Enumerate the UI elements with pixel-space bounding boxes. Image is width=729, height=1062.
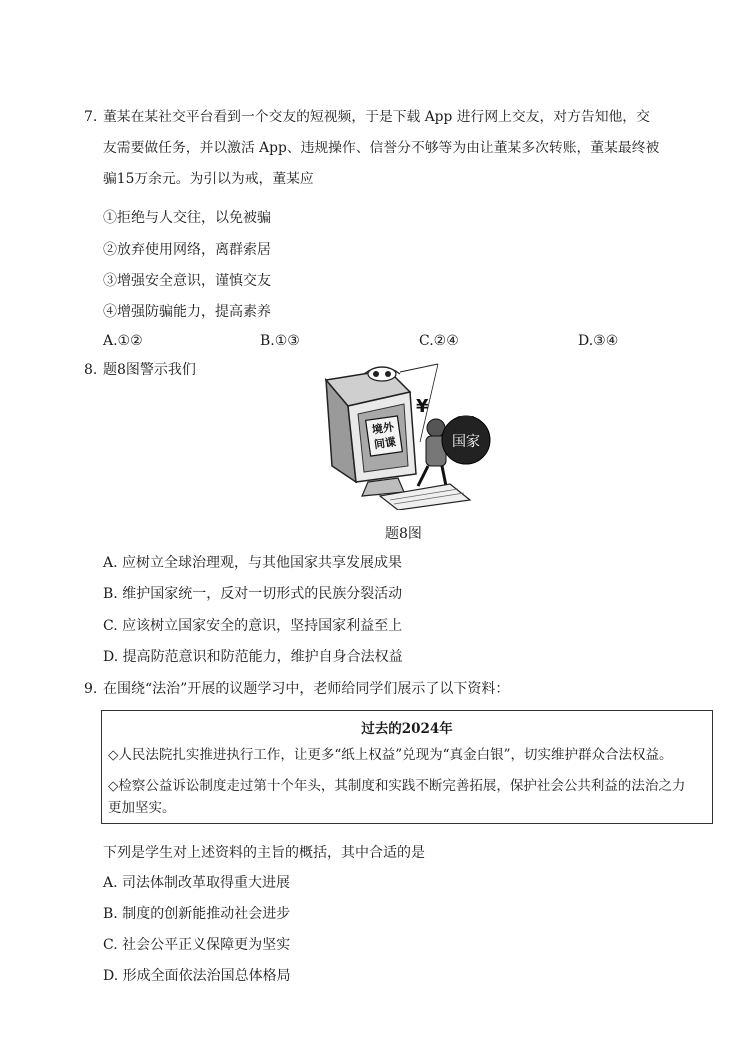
option-d[interactable]: D.③④ <box>578 333 619 349</box>
screen-text-line-1: 境外 <box>371 420 395 437</box>
spy-illustration <box>318 362 498 510</box>
option-b[interactable]: B. 维护国家统一，反对一切形式的民族分裂活动 <box>103 586 403 602</box>
option-d[interactable]: D. 形成全面依法治国总体格局 <box>103 968 291 984</box>
question-number: 7. <box>84 109 98 125</box>
question-stem: 题8图警示我们 <box>103 362 196 378</box>
question-number: 9. <box>84 681 98 697</box>
question-stem-line: 友需要做任务，并以激活 App、违规操作、信誉分不够等为由让董某多次转账，董某最终被 <box>103 140 660 156</box>
option-c[interactable]: C. 社会公平正义保障更为坚实 <box>103 937 291 953</box>
question-stem-line: 董某在某社交平台看到一个交友的短视频，于是下载 App 进行网上交友，对方告知他，交 <box>103 109 650 125</box>
question-prompt: 下列是学生对上述资料的主旨的概括，其中合适的是 <box>103 845 425 861</box>
figure-caption: 题8图 <box>385 526 422 542</box>
option-b[interactable]: B. 制度的创新能推动社会进步 <box>103 906 291 922</box>
statement-1: ①拒绝与人交往，以免被骗 <box>103 210 271 226</box>
answer-options <box>103 333 663 353</box>
option-a[interactable]: A.①② <box>103 333 143 349</box>
question-stem: 在围绕“法治”开展的议题学习中，老师给同学们展示了以下资料： <box>103 681 510 697</box>
illustration-drawing <box>318 362 498 510</box>
material-line: ◇检察公益诉讼制度走过第十个年头，其制度和实践不断完善拓展，保护社会公共利益的法治之力 <box>108 778 686 794</box>
material-line: 更加坚实。 <box>108 800 176 816</box>
statement-2: ②放弃使用网络，离群索居 <box>103 242 271 258</box>
material-title: 过去的2024年 <box>361 721 453 737</box>
option-d[interactable]: D. 提高防范意识和防范能力，维护自身合法权益 <box>103 649 403 665</box>
option-c[interactable]: C. 应该树立国家安全的意识，坚持国家利益至上 <box>103 618 403 634</box>
option-a[interactable]: A. 应树立全球治理观，与其他国家共享发展成果 <box>103 555 403 571</box>
option-c[interactable]: C.②④ <box>419 333 459 349</box>
yuan-icon: ¥ <box>416 396 429 417</box>
statement-4: ④增强防骗能力，提高素养 <box>103 304 271 320</box>
material-line: ◇人民法院扎实推进执行工作，让更多“纸上权益”兑现为“真金白银”，切实维护群众合法权益。 <box>108 747 673 763</box>
screen-text-line-2: 间谍 <box>373 435 397 452</box>
bag-label: 国家 <box>452 434 480 450</box>
statement-3: ③增强安全意识，谨慎交友 <box>103 273 271 289</box>
option-b[interactable]: B.①③ <box>260 333 300 349</box>
question-number: 8. <box>84 362 98 378</box>
question-stem-line: 骗15万余元。为引以为戒，董某应 <box>103 171 314 187</box>
option-a[interactable]: A. 司法体制改革取得重大进展 <box>103 875 291 891</box>
material-box <box>101 710 713 824</box>
